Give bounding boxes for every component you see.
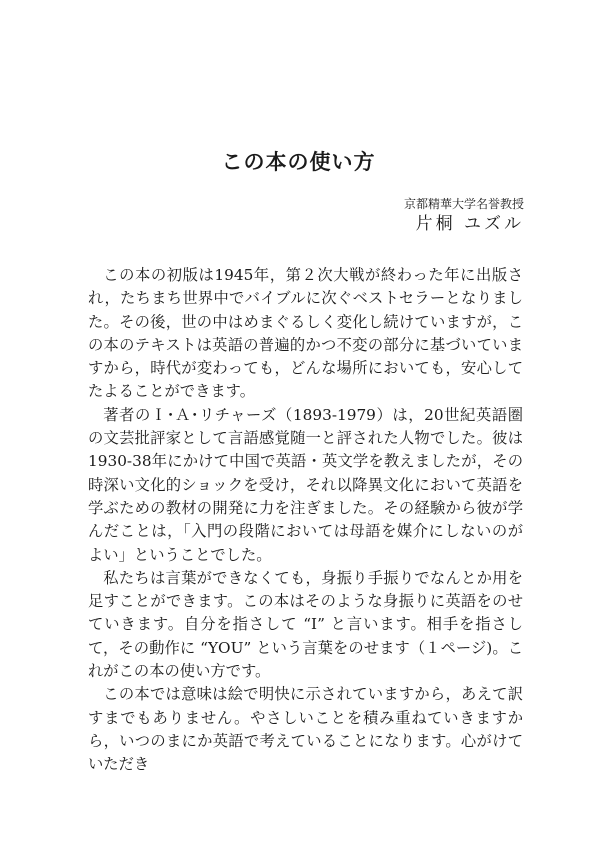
body-text <box>88 264 523 777</box>
author-affiliation: 京都精華大学名誉教授 <box>403 197 524 211</box>
paragraph: この本では意味は絵で明快に示されていますから，あえて訳すまでもありません。やさしいことを積み重ねていきますから，いつのまにか英語で考えていることになります。心がけていただき <box>88 685 523 774</box>
author-name: 片桐 ユズル <box>415 214 524 234</box>
page-title: この本の使い方 <box>221 149 376 174</box>
paragraph: この本の初版は1945年，第２次大戦が終わった年に出版され，たちまち世界中でバイブルに次ぐベストセラーとなりました。その後，世の中はめまぐるしく変化し続けていますが，この本のテキストは英語の普遍的かつ不変の部分に基づいていますから，時代が変わっても，どんな場所においても，安心してたよることができます。 <box>88 266 523 401</box>
paragraph: 私たちは言葉ができなくても，身振り手振りでなんとか用を足すことができます。この本はそのような身振りに英語をのせていきます。自分を指さして “I” と言います。相手を指さして，その動作に “YOU” という言葉をのせます（１ページ)。これがこの本の使い方です。 <box>88 568 523 681</box>
paragraph: 著者のＩ･Ａ･リチャーズ（1893-1979）は，20世紀英語圏の文芸批評家として言語感覚随一と評された人物でした。彼は1930-38年にかけて中国で英語・英文学を教えましたが，その時深い文化的ショックを受け，それ以降異文化において英語を学ぶための教材の開発に力を注ぎました。その経験から彼が学んだことは，「入門の段階においては母語を媒介にしないのがよい」ということでした。 <box>88 405 523 564</box>
